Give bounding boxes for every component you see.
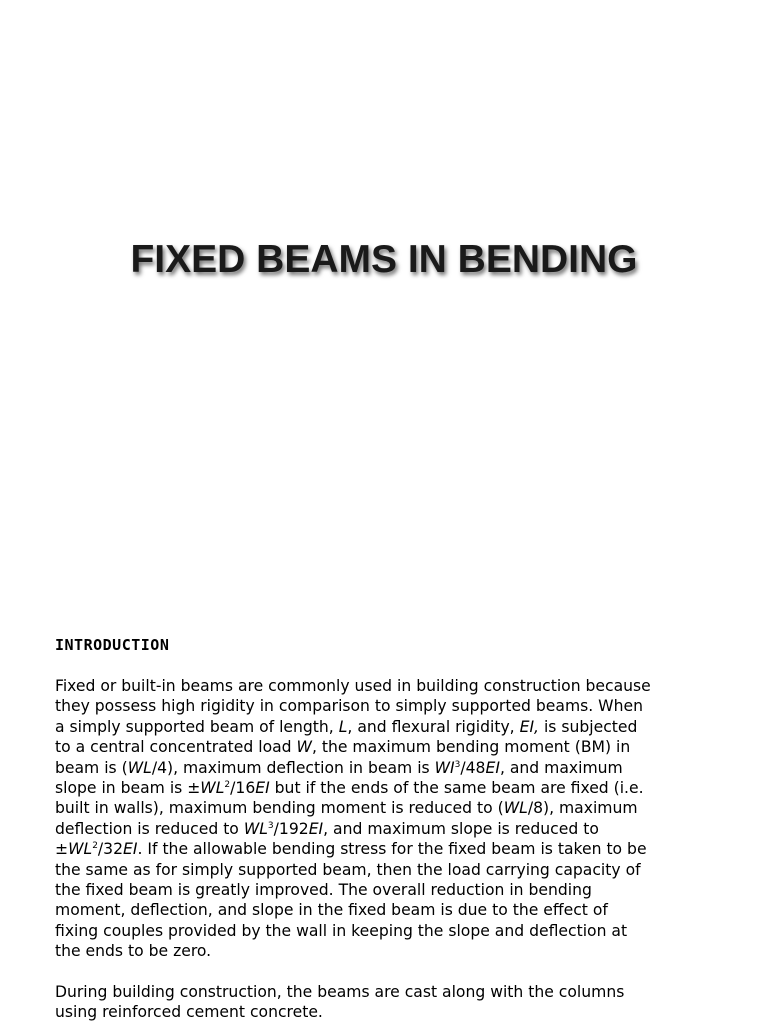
paragraph-1-line: built in walls), maximum bending moment is reduced to (WL/8), maximum [55, 799, 638, 818]
introduction-paragraph-2 [55, 982, 715, 1023]
paragraph-1-line: fixing couples provided by the wall in keeping the slope and deflection at [55, 921, 628, 940]
paragraph-1-line: Fixed or built-in beams are commonly used in building construction because [55, 677, 651, 695]
document-title: FIXED BEAMS IN BENDING [130, 238, 638, 281]
paragraph-1-line: $\pm WL^2/32EI$. If the allowable bending stress for the fixed beam is taken to be [55, 840, 647, 859]
paragraph-1-line: beam is (WL/4), maximum deflection in beam is $WI^3/48EI$, and maximum [55, 758, 623, 777]
paragraph-1-line: moment, deflection, and slope in the fixed beam is due to the effect of [55, 901, 608, 920]
paragraph-2-line: During building construction, the beams are cast along with the columns [55, 983, 625, 1001]
paragraph-1-line: the same as for simply supported beam, then the load carrying capacity of [55, 860, 641, 879]
paragraph-1-line: to a central concentrated load W, the maximum bending moment (BM) in [55, 738, 631, 757]
paragraph-1-line: a simply supported beam of length, L, and flexural rigidity, EI, is subjected [55, 717, 638, 736]
paragraph-1-line: the ends to be zero. [55, 942, 212, 961]
paragraph-1-line: they possess high rigidity in comparison to simply supported beams. When [55, 697, 643, 716]
paragraph-1-line: slope in beam is $\pm WL^2/16EI$ but if the ends of the same beam are fixed (i.e. [55, 779, 644, 798]
introduction-paragraph-1 [55, 676, 715, 962]
paragraph-1-line: the fixed beam is greatly improved. The overall reduction in bending [55, 881, 592, 900]
paragraph-1-line: deflection is reduced to $WL^3/192EI$, and maximum slope is reduced to [55, 819, 599, 838]
paragraph-2-line: using reinforced cement concrete. [55, 1003, 323, 1022]
section-heading-introduction: INTRODUCTION [55, 636, 170, 654]
